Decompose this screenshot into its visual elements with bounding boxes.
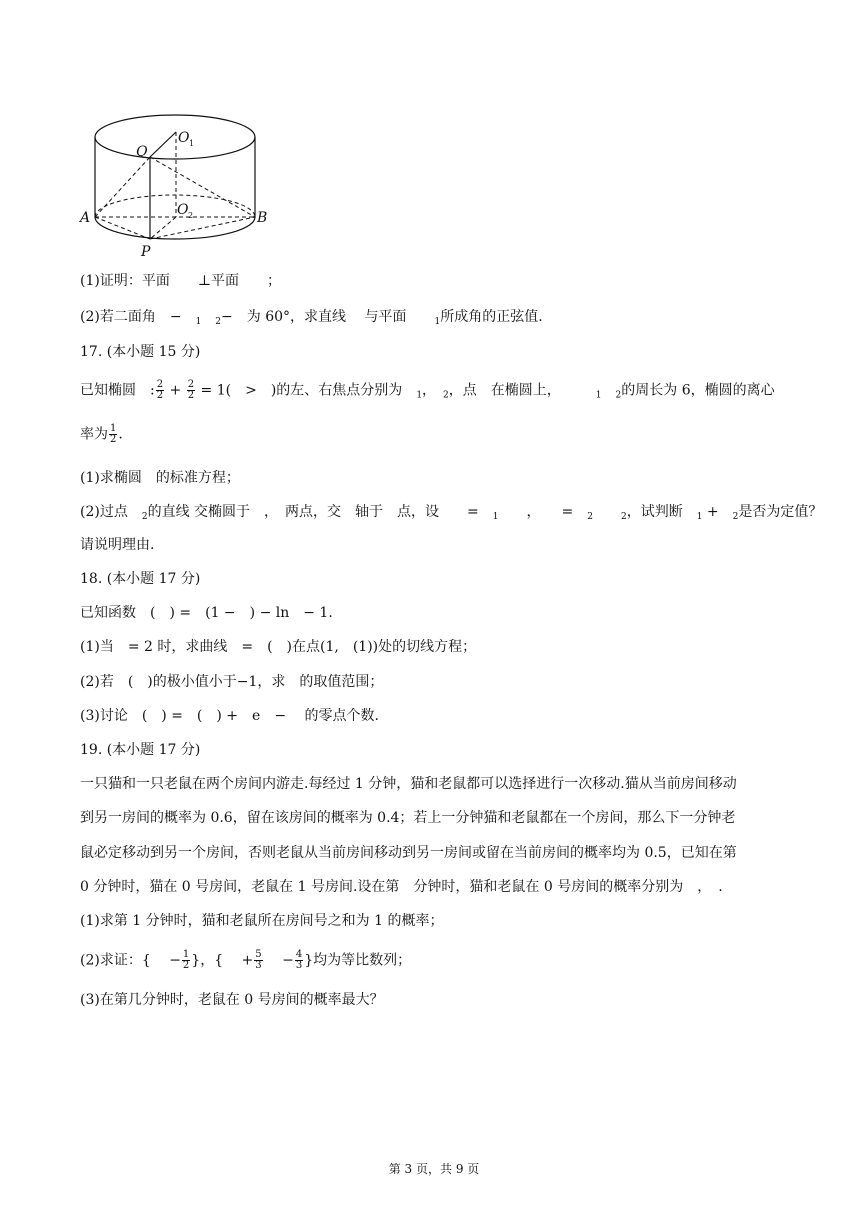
q17-header: 17. (本小题 15 分): [80, 344, 201, 360]
label-o2: O: [177, 202, 189, 218]
fraction: $\frac{4}{3}$: [295, 949, 303, 971]
q17-part2-line2: 请说明理由.: [80, 537, 155, 553]
q17-part2: (2)过点 $_2$的直线 交椭圆于 ， 两点，交 轴于 点，设 = $_1$ ， = $_2$ $_2$，试判断 $_1$ + $_2$是否为定值？: [80, 504, 823, 522]
label-o2-sub: 2: [188, 211, 194, 220]
q19-part2: (2)求证：{ − $\frac{1}{2}$ }，{ + $\frac{5}{3}$ − $\frac{4}{3}$ }均为等比数列；: [80, 949, 412, 971]
q17-part1: (1)求椭圆 的标准方程；: [80, 470, 240, 486]
label-p: P: [141, 244, 151, 260]
q19-header: 19. (本小题 17 分): [80, 742, 201, 758]
q18-part3: (3)讨论 ( ) = ( ) + e − 的零点个数.: [80, 708, 379, 724]
q19-part1: (1)求第 1 分钟时，猫和老鼠所在房间号之和为 1 的概率；: [80, 913, 444, 929]
q19-stem-line3: 鼠必定移动到另一个房间，否则老鼠从当前房间移动到另一房间或留在当前房间的概率均为 0.5，已知在第: [80, 845, 737, 861]
q16-part1: (1)证明：平面 ⊥平面 ；: [80, 273, 281, 289]
label-o1: O: [178, 130, 190, 146]
fraction: $\frac{2}{2}$: [187, 379, 195, 401]
q18-part2: (2)若 ( )的极小值小于−1，求 的取值范围；: [80, 674, 384, 690]
q18-stem: 已知函数 ( ) = (1 − ) − ln − 1.: [80, 605, 333, 621]
q16-part2: (2)若二面角 − $_1$ $_2$− 为 60°，求直线 与平面 $_1$所成角的正弦值.: [80, 309, 543, 327]
cylinder-figure: [76, 104, 286, 264]
fraction: $\frac{5}{3}$: [255, 949, 262, 971]
fraction: $\frac{1}{2}$: [110, 423, 117, 445]
fraction: $\frac{2}{2}$: [156, 379, 164, 401]
label-b: B: [257, 210, 268, 226]
q19-stem-line2: 到另一房间的概率为 0.6，留在该房间的概率为 0.4；若上一分钟猫和老鼠都在一个房间，那么下一分钟老: [80, 810, 736, 826]
q17-stem-line2: 率为 $\frac{1}{2}$ .: [80, 423, 123, 445]
q17-stem-line1: 已知椭圆 : $\frac{2}{2}$ + $\frac{2}{2}$ = 1( > )的左、右焦点分别为 $_1$， $_2$，点 在椭圆上， $_1$ $_2$的周长为 6，椭圆的离心: [80, 379, 775, 401]
q19-part3: (3)在第几分钟时，老鼠在 0 号房间的概率最大？: [80, 992, 384, 1008]
q18-part1: (1)当 = 2 时，求曲线 = ( )在点(1, (1))处的切线方程；: [80, 639, 477, 655]
q18-header: 18. (本小题 17 分): [80, 571, 201, 587]
label-a: A: [80, 210, 91, 226]
q19-stem-line1: 一只猫和一只老鼠在两个房间内游走.每经过 1 分钟，猫和老鼠都可以选择进行一次移动.猫从当前房间移动: [80, 776, 737, 792]
fraction: $\frac{1}{2}$: [182, 949, 190, 971]
q19-stem-line4: 0 分钟时，猫在 0 号房间，老鼠在 1 号房间.设在第 分钟时，猫和老鼠在 0 号房间的概率分别为 ， .: [80, 879, 723, 895]
label-q: Q: [136, 144, 148, 160]
label-o1-sub: 1: [189, 139, 195, 148]
page-footer: 第 3 页，共 9 页: [388, 1162, 480, 1176]
